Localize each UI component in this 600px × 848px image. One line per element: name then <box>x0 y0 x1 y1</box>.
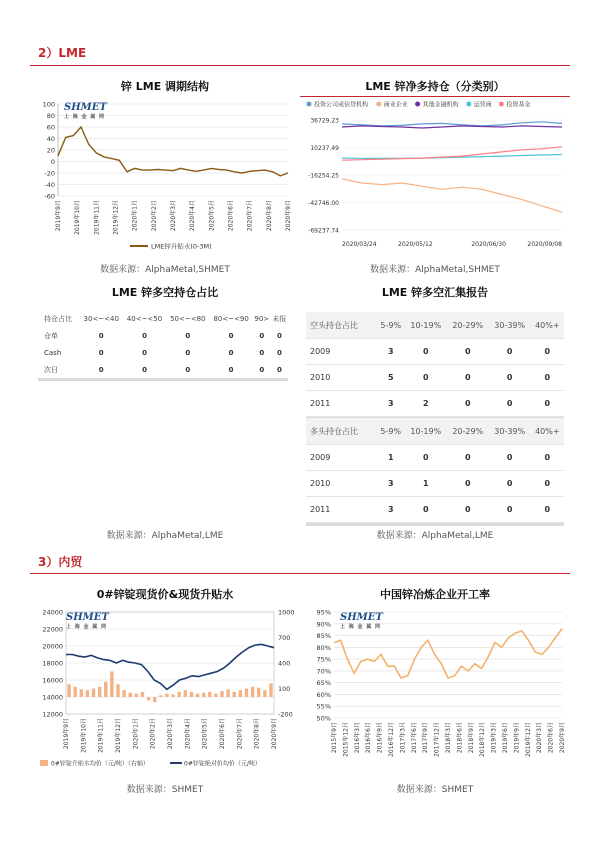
table-cell: 次日 <box>44 365 58 374</box>
shmet-logo <box>66 612 109 630</box>
chart-title-domestic-price: 0#锌锭现货价&现货升贴水 <box>96 588 234 601</box>
y-tick-label: 55% <box>316 702 331 711</box>
table-cell: 0 <box>405 365 447 391</box>
x-tick-label: 2017年3月 <box>399 722 407 754</box>
table-cell: 0 <box>531 365 564 391</box>
table-cell: 0 <box>259 348 265 357</box>
table-cell: 2011 <box>306 391 377 417</box>
legend-dot <box>499 102 504 107</box>
y-tick-label: 40 <box>46 135 55 143</box>
table-header-cell: 40%+ <box>531 418 564 445</box>
x-tick-label: 2019年11月 <box>93 200 101 235</box>
x-tick-label: 2016年6月 <box>365 722 373 754</box>
x-tick-label: 2020年5月 <box>208 200 216 232</box>
bar-spread <box>233 692 236 697</box>
y-tick-label: 20 <box>46 146 55 155</box>
x-tick-label: 2020/05/12 <box>398 241 433 248</box>
y-tick-label: 75% <box>316 655 331 664</box>
legend-label: LME锌升贴水(0-3M) <box>151 242 212 251</box>
bar-spread <box>202 693 205 697</box>
x-tick-label: 2019年10月 <box>74 200 82 235</box>
table-cell: 0 <box>142 348 147 357</box>
y-tick-label: 0 <box>50 158 55 166</box>
y-tick-label: 85% <box>316 632 331 641</box>
logo-subtext: 上 海 金 属 网 <box>64 114 105 120</box>
table-cell: 0 <box>489 497 531 523</box>
y-tick-label-right: 700 <box>278 634 291 642</box>
x-tick-label: 2015年12月 <box>342 722 350 757</box>
y-tick-label: 70% <box>316 667 331 676</box>
table-header-row <box>306 418 564 445</box>
table-cell: 3 <box>377 339 405 365</box>
bar-spread <box>190 692 193 697</box>
table-header-cell: 50<~<80 <box>170 314 206 323</box>
y-tick-label: 65% <box>316 679 331 688</box>
bar-spread <box>98 687 101 697</box>
table-row <box>306 471 564 497</box>
chart-svg-lme-spread <box>30 96 300 256</box>
table-cell: 0 <box>447 497 489 523</box>
source-note: 数据来源：AlphaMetal,LME <box>106 531 224 541</box>
source-note: 数据来源：SHMET <box>396 785 474 795</box>
legend-dot <box>376 102 381 107</box>
x-tick-label: 2019年12月 <box>115 718 122 753</box>
bar-spread <box>135 694 138 697</box>
table-summary-short <box>306 312 564 420</box>
bar-spread <box>110 672 113 698</box>
y-tick-label: 90% <box>316 620 331 629</box>
table-cell: 3 <box>377 391 405 417</box>
table-row <box>38 327 288 344</box>
table-cell: 0 <box>228 348 234 357</box>
bar-spread <box>184 690 187 697</box>
x-tick-label: 2020年4月 <box>184 718 192 750</box>
legend-label: 投资基金 <box>506 101 531 109</box>
table-title-summary: LME 锌多空汇集报告 <box>381 286 489 299</box>
x-tick-label: 2020年2月 <box>150 200 158 232</box>
table-cell: 0 <box>447 365 489 391</box>
x-tick-label: 2020年1月 <box>132 718 140 750</box>
table-header-cell: 10-19% <box>405 418 447 445</box>
table-row <box>306 365 564 391</box>
table-cell: 0 <box>489 445 531 471</box>
bar-spread <box>116 684 119 697</box>
table-cell: 0 <box>405 339 447 365</box>
table-cell: 0 <box>276 331 282 340</box>
logo-text: SHMET <box>66 612 109 623</box>
y-tick-label-left: 14000 <box>42 693 63 702</box>
table-header-row <box>306 312 564 339</box>
legend-swatch-bar <box>40 760 48 766</box>
x-tick-label: 2020年6月 <box>547 722 555 754</box>
series-line-rate <box>334 629 562 679</box>
table-cell: 1 <box>405 471 447 497</box>
x-tick-label: 2018年6月 <box>456 722 464 754</box>
shmet-logo <box>64 102 107 120</box>
table-header-cell: 30<~<40 <box>83 314 119 323</box>
x-tick-label: 2020年1月 <box>131 200 139 232</box>
x-tick-label: 2020年6月 <box>227 200 235 232</box>
y-tick-label-left: 18000 <box>42 659 63 668</box>
bar-spread <box>129 693 132 697</box>
table-cell: 0 <box>276 348 282 357</box>
x-tick-label: 2020年2月 <box>149 718 157 750</box>
table-cell: 0 <box>185 348 191 357</box>
table-header-cell: 5-9% <box>377 312 405 339</box>
table-header-row <box>38 310 288 327</box>
table-cell: 0 <box>259 365 265 374</box>
y-tick-label-right: 400 <box>278 659 291 668</box>
table-cell: Cash <box>44 348 62 357</box>
table-cell: 0 <box>98 331 104 340</box>
x-tick-label: 2020/03/24 <box>342 241 377 248</box>
x-tick-label: 2020年5月 <box>201 718 209 750</box>
table-cell: 0 <box>185 331 191 340</box>
table-header-cell: 30-39% <box>489 312 531 339</box>
table-cell: 0 <box>142 331 147 340</box>
table-holdings <box>38 310 288 381</box>
x-tick-label: 2019年12月 <box>524 722 532 757</box>
table-header-cell: 20-29% <box>447 418 489 445</box>
x-tick-label: 2020/06/30 <box>471 241 506 248</box>
x-tick-label: 2019年11月 <box>97 718 105 753</box>
table-title-holdings: LME 锌多空持仓占比 <box>111 286 219 299</box>
bar-spread <box>245 689 248 698</box>
x-tick-label: 2017年6月 <box>410 722 418 754</box>
section-rule <box>30 573 570 574</box>
x-tick-label: 2020年9月 <box>559 722 566 754</box>
source-note: 数据来源：AlphaMetal,SHMET <box>100 265 230 275</box>
bar-spread <box>159 695 162 697</box>
series-line <box>342 122 562 126</box>
y-tick-label-right: 100 <box>278 685 291 693</box>
legend-dot <box>466 102 471 107</box>
table-header-cell: 未报 <box>272 314 287 323</box>
legend-dot <box>415 102 420 107</box>
y-tick-label: 36729.23 <box>310 117 339 125</box>
x-tick-label: 2017年9月 <box>422 722 430 754</box>
bar-spread <box>104 682 107 697</box>
table-cell: 0 <box>259 331 265 340</box>
y-tick-label: -16254.25 <box>308 172 339 180</box>
bar-spread <box>141 692 144 697</box>
logo-subtext: 上 海 金 属 网 <box>340 624 381 630</box>
table-cell: 2 <box>405 391 447 417</box>
x-tick-label: 2020年7月 <box>246 200 254 232</box>
y-tick-label: -60 <box>44 192 55 201</box>
table-cell: 0 <box>489 391 531 417</box>
table-cell: 0 <box>531 471 564 497</box>
y-tick-label: 60 <box>46 123 55 132</box>
table-header-cell: 空头持仓占比 <box>306 312 377 339</box>
table-cell: 2011 <box>306 497 377 523</box>
chart-domestic-price <box>30 604 300 776</box>
bar-spread <box>263 690 266 697</box>
shmet-logo <box>340 612 383 630</box>
table-cell: 0 <box>276 365 282 374</box>
x-tick-label: 2020/09/08 <box>527 241 562 248</box>
table-header-cell: 40%+ <box>531 312 564 339</box>
table-cell: 0 <box>98 365 104 374</box>
y-tick-label: 80 <box>46 112 55 120</box>
legend-label: 0#锌锭升贴水均价（元/吨）（右轴） <box>51 760 149 768</box>
legend-label: 其他金融机构 <box>422 101 459 109</box>
y-tick-label: 60% <box>316 690 331 699</box>
table-cell: 3 <box>377 471 405 497</box>
bar-spread <box>67 684 70 697</box>
source-note: 数据来源：AlphaMetal,LME <box>376 531 494 541</box>
table-cell: 仓单 <box>44 331 58 340</box>
table-header-cell: 持仓占比 <box>44 314 72 323</box>
table-header-cell: 多头持仓占比 <box>306 418 377 445</box>
y-tick-label: -20 <box>44 169 55 178</box>
y-tick-label: 10237.49 <box>310 145 339 152</box>
y-tick-label: 100 <box>42 100 55 109</box>
x-tick-label: 2016年3月 <box>353 722 361 754</box>
table-row <box>38 344 288 361</box>
x-tick-label: 2016年9月 <box>376 722 384 754</box>
bar-spread <box>226 689 229 697</box>
section-heading-lme: 2）LME <box>38 46 87 60</box>
bar-spread <box>153 697 156 702</box>
table-cell: 2009 <box>306 339 377 365</box>
table-row <box>306 391 564 417</box>
x-tick-label: 2019年3月 <box>490 722 498 754</box>
table-cell: 0 <box>489 339 531 365</box>
legend-label: 投资公司或信贷机构 <box>314 101 369 109</box>
y-tick-label-left: 24000 <box>42 608 63 617</box>
x-tick-label: 2020年7月 <box>236 718 244 750</box>
x-tick-label: 2019年9月 <box>63 718 70 750</box>
table-cell: 0 <box>405 497 447 523</box>
short-position-table <box>306 312 564 417</box>
logo-subtext: 上 海 金 属 网 <box>66 624 107 630</box>
chart-lme-spread <box>30 96 300 256</box>
chart-smelter-rate <box>300 604 570 776</box>
x-tick-label: 2019年10月 <box>80 718 88 753</box>
x-tick-label: 2017年12月 <box>433 722 441 757</box>
y-tick-label: -42746.00 <box>308 200 339 207</box>
table-cell: 0 <box>489 365 531 391</box>
chart-title-smelter: 中国锌冶炼企业开工率 <box>380 588 490 601</box>
x-tick-label: 2020年9月 <box>271 718 278 750</box>
table-cell: 0 <box>447 471 489 497</box>
bar-spread <box>73 687 76 697</box>
series-line-price <box>66 644 274 689</box>
table-cell: 1 <box>377 445 405 471</box>
bar-spread <box>147 697 150 700</box>
y-tick-label: -40 <box>44 181 55 189</box>
x-tick-label: 2020年3月 <box>167 718 174 750</box>
table-row <box>38 361 288 378</box>
table-header-cell: 90> <box>254 314 270 323</box>
legend-dot <box>307 102 312 107</box>
table-header-cell: 80<~<90 <box>213 314 249 323</box>
x-tick-label: 2020年9月 <box>285 200 292 232</box>
series-line <box>342 126 562 128</box>
chart-title-lme-spread: 锌 LME 调期结构 <box>120 80 210 93</box>
chart-svg-lme-net <box>300 96 570 256</box>
table-cell: 0 <box>531 391 564 417</box>
table-cell: 2009 <box>306 445 377 471</box>
bar-spread <box>171 694 174 697</box>
table-cell: 5 <box>377 365 405 391</box>
long-position-table <box>306 418 564 523</box>
x-tick-label: 2018年3月 <box>445 722 452 754</box>
section-heading-domestic: 3）内贸 <box>38 555 83 569</box>
table-cell: 0 <box>531 445 564 471</box>
table-row <box>306 497 564 523</box>
bar-spread <box>177 692 180 697</box>
y-tick-label: 50% <box>316 714 331 723</box>
chart-lme-net-position <box>300 96 570 256</box>
y-tick-label-left: 22000 <box>42 625 63 634</box>
source-note: 数据来源：SHMET <box>126 785 204 795</box>
bar-spread <box>251 687 254 697</box>
y-tick-label-left: 20000 <box>42 642 63 651</box>
bar-spread <box>239 690 242 697</box>
x-tick-label: 2019年12月 <box>112 200 120 235</box>
holdings-table <box>38 310 288 378</box>
bar-spread <box>257 688 260 697</box>
bar-spread <box>269 683 272 697</box>
bar-spread <box>220 691 223 697</box>
table-cell: 0 <box>531 497 564 523</box>
x-tick-label: 2020年6月 <box>219 718 226 750</box>
x-tick-label: 2020年3月 <box>536 722 544 754</box>
chart-title-lme-net: LME 锌净多持仓（分类别） <box>365 80 505 93</box>
table-cell: 0 <box>142 365 147 374</box>
bar-spread <box>214 694 217 697</box>
series-line <box>342 179 562 212</box>
y-tick-label-left: 16000 <box>42 676 63 685</box>
legend-label: 运营商 <box>473 101 492 109</box>
bar-spread <box>80 689 83 697</box>
x-tick-label: 2018年9月 <box>467 722 475 754</box>
logo-text: SHMET <box>340 612 383 623</box>
table-cell: 3 <box>377 497 405 523</box>
table-cell: 0 <box>185 365 191 374</box>
table-cell: 0 <box>447 445 489 471</box>
x-tick-label: 2019年9月 <box>513 722 521 754</box>
table-row <box>306 339 564 365</box>
table-header-cell: 30-39% <box>489 418 531 445</box>
x-tick-label: 2019年9月 <box>55 200 62 232</box>
table-header-cell: 10-19% <box>405 312 447 339</box>
source-note: 数据来源：AlphaMetal,SHMET <box>370 265 500 275</box>
y-tick-label: 95% <box>316 608 331 617</box>
table-cell: 0 <box>228 331 234 340</box>
y-tick-label: -69237.74 <box>308 227 339 235</box>
table-cell: 0 <box>405 445 447 471</box>
y-tick-label-right: 1000 <box>278 608 295 617</box>
x-tick-label: 2015年9月 <box>331 722 338 754</box>
bar-spread <box>196 694 199 697</box>
table-cell: 0 <box>531 339 564 365</box>
table-header-cell: 5-9% <box>377 418 405 445</box>
x-tick-label: 2016年12月 <box>388 722 395 757</box>
bar-spread <box>86 690 89 697</box>
y-tick-label-left: 12000 <box>42 710 63 719</box>
x-tick-label: 2020年3月 <box>170 200 177 232</box>
x-tick-label: 2019年6月 <box>502 722 509 754</box>
table-cell: 0 <box>447 339 489 365</box>
legend-label: 0#锌锭绝对价均价（元/吨） <box>184 760 261 768</box>
table-cell: 0 <box>489 471 531 497</box>
bar-spread <box>165 694 168 697</box>
bar-spread <box>122 690 125 697</box>
bar-spread <box>208 692 211 697</box>
x-tick-label: 2020年8月 <box>265 199 273 232</box>
table-cell: 0 <box>98 348 104 357</box>
table-row <box>306 445 564 471</box>
table-cell: 0 <box>228 365 234 374</box>
series-line-lme-spread <box>58 127 288 176</box>
x-tick-label: 2020年8月 <box>253 718 261 750</box>
y-tick-label-right: -200 <box>278 710 293 719</box>
table-header-cell: 20-29% <box>447 312 489 339</box>
logo-text: SHMET <box>64 102 107 113</box>
section-rule <box>30 65 570 66</box>
legend-label: 商业企业 <box>383 101 408 109</box>
bar-spread <box>92 689 95 698</box>
table-summary-long <box>306 418 564 526</box>
table-cell: 2010 <box>306 365 377 391</box>
table-cell: 2010 <box>306 471 377 497</box>
x-tick-label: 2020年4月 <box>189 200 197 232</box>
y-tick-label: 80% <box>316 643 331 652</box>
table-cell: 0 <box>447 391 489 417</box>
table-header-cell: 40<~<50 <box>126 314 163 323</box>
x-tick-label: 2018年12月 <box>479 722 487 757</box>
